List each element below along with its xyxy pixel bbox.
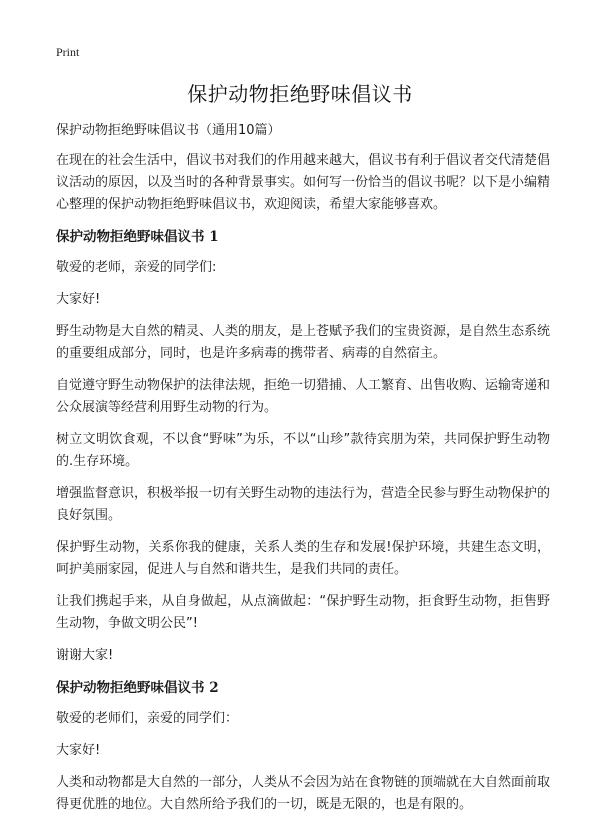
print-link[interactable]: Print bbox=[56, 45, 80, 59]
section-heading: 保护动物拒绝野味倡议书 1 bbox=[56, 229, 219, 245]
section-paragraph: 树立文明饮食观，不以食“野味”为乐，不以“山珍”款待宾朋为荣，共同保护野生动物的.生存环境。 bbox=[56, 432, 550, 469]
section-heading: 保护动物拒绝野味倡议书 2 bbox=[56, 680, 219, 696]
section-paragraph: 人类和动物都是大自然的一部分，人类从不会因为站在食物链的顶端就在大自然面前取得更优胜的地位。大自然所给予我们的一切，既是无限的，也是有限的。 bbox=[56, 775, 551, 812]
document-subtitle: 保护动物拒绝野味倡议书（通用10篇） bbox=[56, 123, 281, 138]
section-paragraph: 让我们携起手来，从自身做起，从点滴做起：“保护野生动物，拒食野生动物，拒售野生动物，争做文明公民”! bbox=[56, 594, 550, 631]
section-1 bbox=[56, 226, 550, 667]
section-paragraph: 谢谢大家! bbox=[56, 648, 114, 663]
intro-paragraph: 在现在的社会生活中，倡议书对我们的作用越来越大，倡议书有利于倡议者交代清楚倡议活动的原因，以及当时的各种背景事实。如何写一份恰当的倡议书呢？以下是小编精心整理的保护动物拒绝野味倡议书，欢迎阅读，希望大家能够喜欢。 bbox=[56, 153, 551, 212]
document-body bbox=[56, 120, 550, 826]
section-paragraph: 野生动物是大自然的精灵、人类的朋友，是上苍赋予我们的宝贵资源，是自然生态系统的重要组成部分，同时，也是许多病毒的携带者、病毒的自然宿主。 bbox=[56, 324, 551, 361]
section-paragraph: 增强监督意识，积极举报一切有关野生动物的违法行为，营造全民参与野生动物保护的良好氛围。 bbox=[56, 486, 551, 523]
section-2 bbox=[56, 677, 550, 816]
section-paragraph: 大家好! bbox=[56, 743, 101, 758]
document-title: 保护动物拒绝野味倡议书 bbox=[187, 82, 413, 106]
section-paragraph: 自觉遵守野生动物保护的法律法规，拒绝一切猎捕、人工繁育、出售收购、运输寄递和公众展演等经营利用野生动物的行为。 bbox=[56, 378, 551, 415]
section-paragraph: 敬爱的老师们，亲爱的同学们： bbox=[56, 711, 239, 726]
section-paragraph: 大家好! bbox=[56, 292, 101, 307]
section-paragraph: 保护野生动物，关系你我的健康，关系人类的生存和发展!保护环境，共建生态文明，呵护美丽家园，促进人与自然和谐共生，是我们共同的责任。 bbox=[56, 540, 550, 577]
section-paragraph: 敬爱的老师，亲爱的同学们: bbox=[56, 260, 217, 275]
